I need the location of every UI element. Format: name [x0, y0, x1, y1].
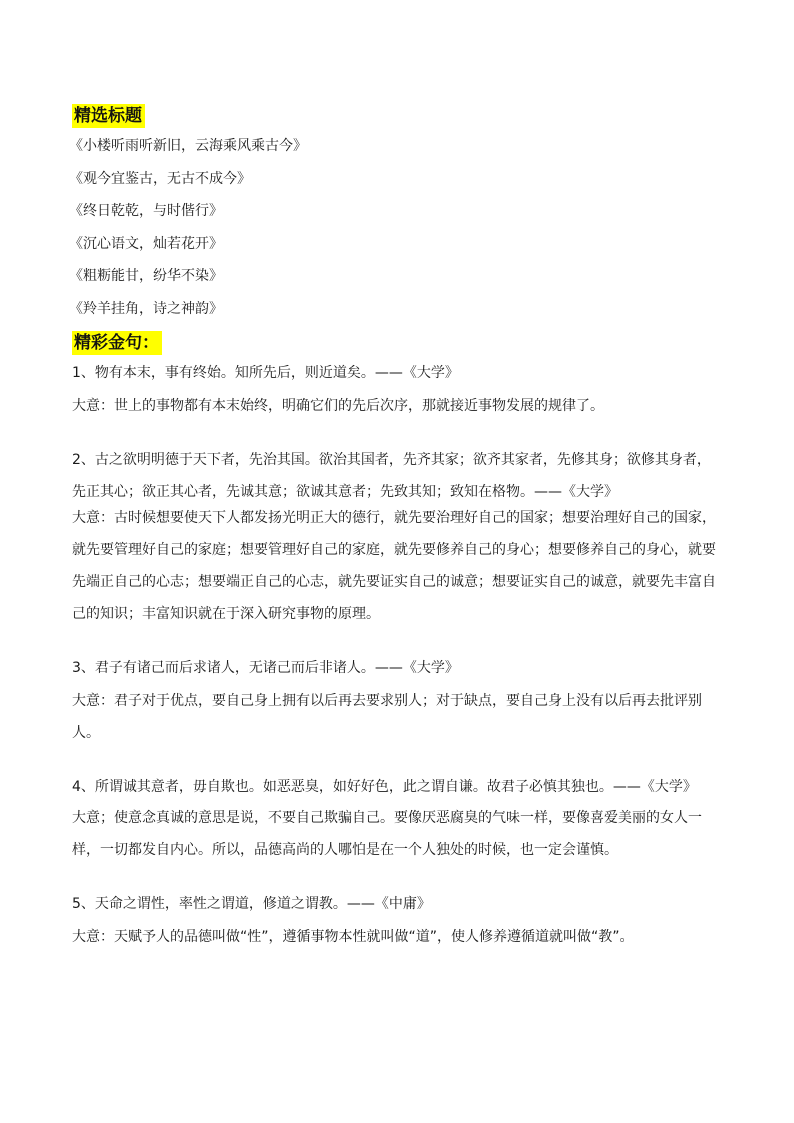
title-list	[69, 136, 724, 319]
quote-meaning: 大意：古时候想要使天下人都发扬光明正大的德行，就先要治理好自己的国家；想要治理好自己的国家，就先要管理好自己的家庭；想要管理好自己的家庭，就先要修养自己的身心；想要修养自己的身心，就要先端正自己的心志；想要端正自己的心志，就先要证实自己的诚意；想要证实自己的诚意，就要先丰富自己的知识；丰富知识就在于深入研究事物的原理。	[72, 510, 716, 622]
section-heading-golden-quotes: 精彩金句：	[72, 331, 162, 355]
list-item: 《终日乾乾，与时偕行》	[69, 203, 223, 219]
list-item: 《观今宜鉴古，无古不成今》	[69, 170, 251, 187]
quote-text: 3、君子有诸己而后求诸人，无诸己而后非诸人。——《大学》	[72, 660, 459, 676]
list-item: 《羚羊挂角，诗之神韵》	[69, 300, 223, 317]
quote-meaning: 大意：君子对于优点，要自己身上拥有以后再去要求别人；对于缺点，要自己身上没有以后再去批评别人。	[72, 693, 702, 741]
document-page	[69, 104, 724, 981]
list-item: 《小楼听雨听新旧，云海乘风乘古今》	[69, 138, 307, 154]
quote-meaning: 大意：世上的事物都有本末始终，明确它们的先后次序，那就接近事物发展的规律了。	[72, 398, 604, 414]
quote-block	[72, 363, 724, 422]
list-item: 《粗粝能甘，纷华不染》	[69, 268, 223, 284]
quote-text: 2、古之欲明明德于天下者，先治其国。欲治其国者，先齐其家；欲齐其家者，先修其身；欲修其身者，先正其心；欲正其心者，先诚其意；欲诚其意者；先致其知；致知在格物。——《大学》	[72, 452, 711, 500]
quote-text: 5、天命之谓性，率性之谓道，修道之谓教。——《中庸》	[72, 896, 431, 912]
quote-block	[72, 658, 724, 749]
quote-meaning: 大意：天赋予人的品德叫做“性”，遵循事物本性就叫做“道”，使人修养遵循道就叫做“教”。	[72, 929, 634, 945]
quote-block	[72, 444, 724, 630]
quote-block	[72, 777, 724, 866]
quote-meaning: 大意；使意念真诚的意思是说，不要自己欺骗自己。要像厌恶腐臭的气味一样，要像喜爱美丽的女人一样，一切都发自内心。所以，品德高尚的人哪怕是在一个人独处的时候，也一定会谨慎。	[72, 810, 702, 858]
quote-text: 1、物有本末，事有终始。知所先后，则近道矣。——《大学》	[72, 365, 459, 381]
section-heading-selected-titles: 精选标题	[72, 104, 145, 128]
quote-text: 4、所谓诚其意者，毋自欺也。如恶恶臭，如好好色，此之谓自谦。故君子必慎其独也。——《大学》	[72, 779, 697, 795]
quote-block	[72, 894, 724, 953]
list-item: 《沉心语文，灿若花开》	[69, 235, 223, 252]
